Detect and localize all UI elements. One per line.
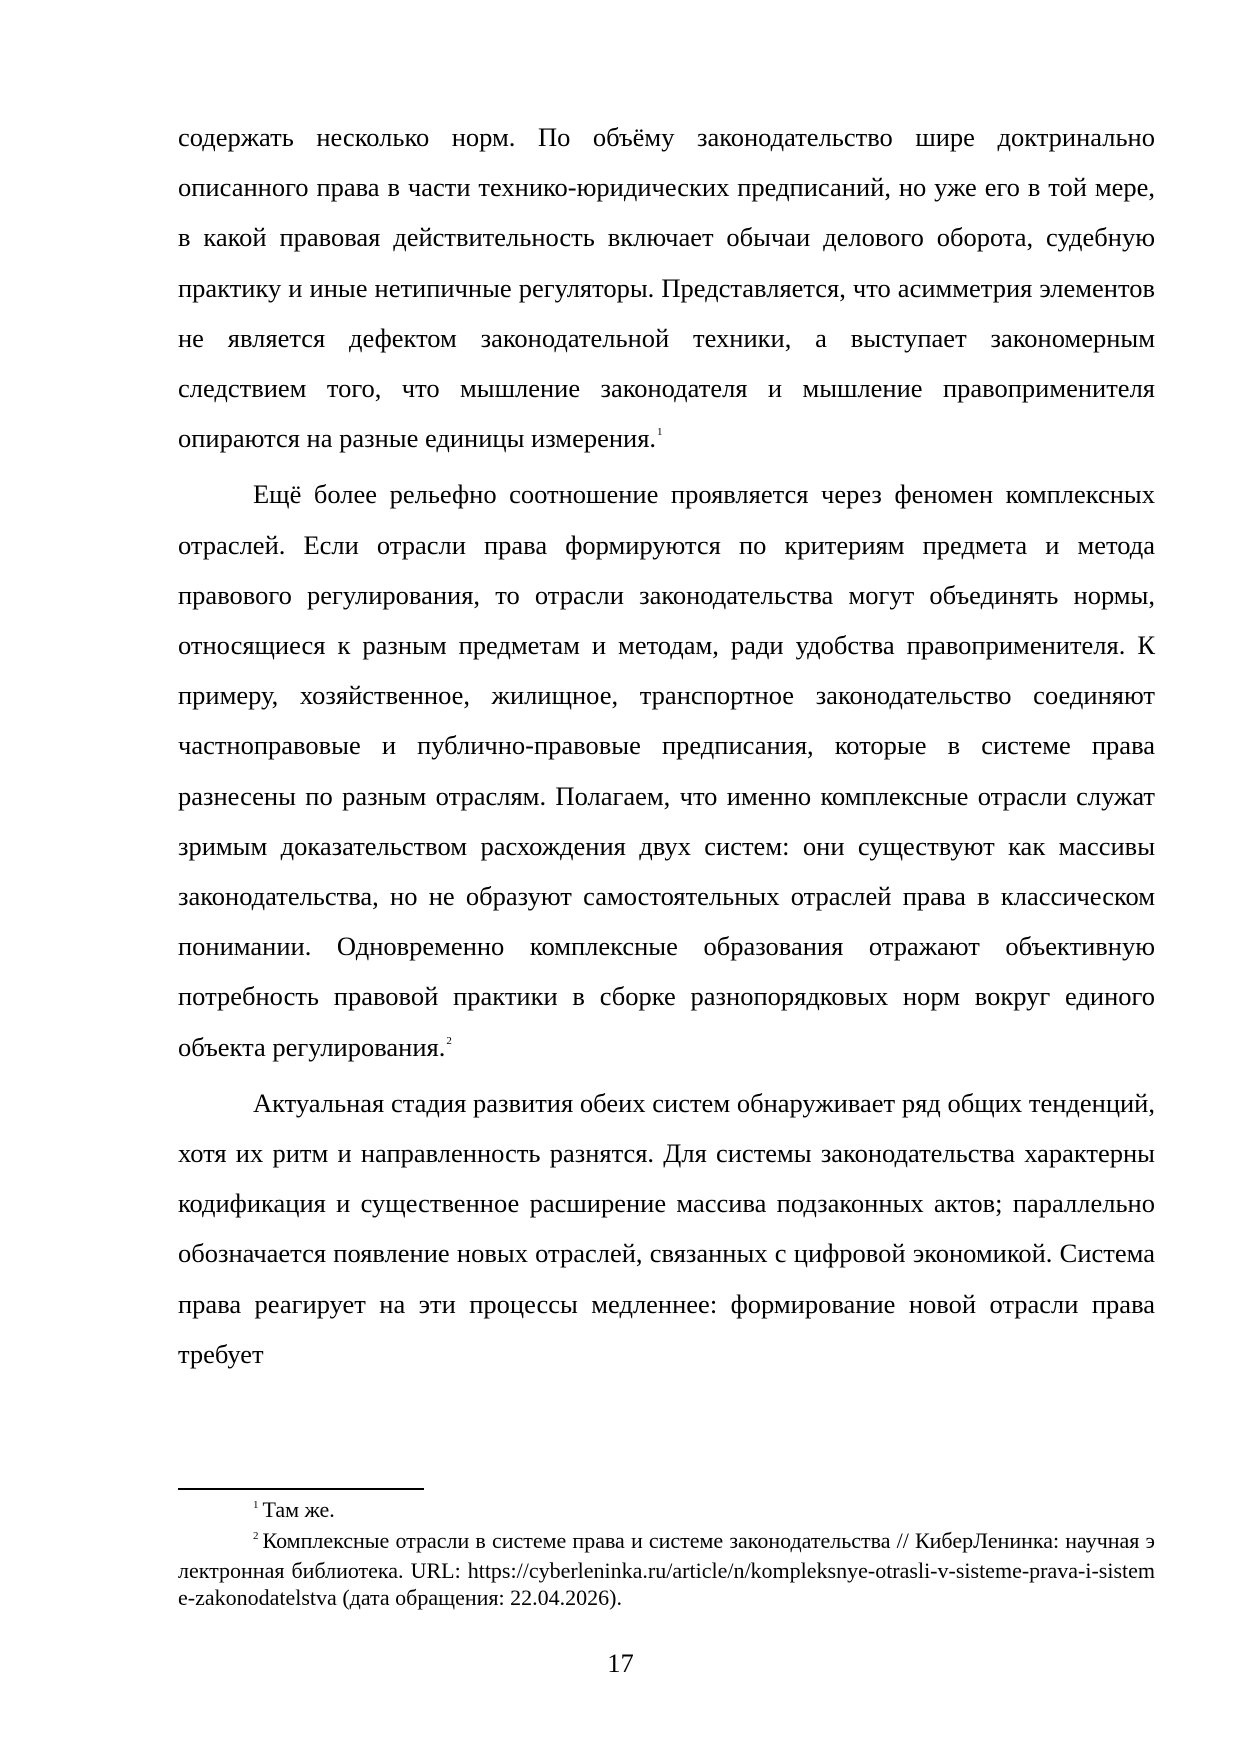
- footnote-separator: [178, 1488, 424, 1490]
- footnote-1: [178, 1497, 1155, 1528]
- footnote-ref-2[interactable]: 2: [446, 1034, 452, 1047]
- footnote-number: 2: [253, 1529, 259, 1542]
- footnote-2: [178, 1528, 1155, 1612]
- paragraph-text: Актуальная стадия развития обеих систем обнаруживает ряд общих тенденций, хотя их ритм и направленность разнятся. Для системы законодательства характерны кодификация и существенное расширение массива подзаконных актов; параллельно обозначается появление новых отраслей, связанных с цифровой экономикой. Система права реагирует на эти процессы медленнее: формирование новой отрасли права требует: [178, 1087, 1155, 1369]
- footnote-ref-1[interactable]: 1: [657, 426, 663, 439]
- page-number: 17: [607, 1648, 634, 1678]
- footnote-text: Там же.: [262, 1497, 335, 1522]
- body-paragraph-2: [178, 469, 1155, 1077]
- body-paragraph-3: [178, 1078, 1155, 1379]
- paragraph-text: содержать несколько норм. По объёму законодательство шире доктринально описанного права в части технико-юридических предписаний, но уже его в той мере, в какой правовая действительность включает обычаи делового оборота, судебную практику и иные нетипичные регуляторы. Представляется, что асимметрия элементов не является дефектом законодательной техники, а выступает закономерным следствием того, что мышление законодателя и мышление правоприменителя опираются на разные единицы измерения.: [178, 122, 1155, 454]
- footnotes: [178, 1497, 1155, 1611]
- paragraph-text: Ещё более рельефно соотношение проявляется через феномен комплексных отраслей. Если отрасли права формируются по критериям предмета и метода правового регулирования, то отрасли законодательства могут объединять нормы, относящиеся к разным предметам и методам, ради удобства правоприменителя. К примеру, хозяйственное, жилищное, транспортное законодательство соединяют частноправовые и публично-правовые предписания, которые в системе права разнесены по разным отраслям. Полагаем, что именно комплексные отрасли служат зримым доказательством расхождения двух систем: они существуют как массивы законодательства, но не образуют самостоятельных отраслей права в классическом понимании. Одновременно комплексные образования отражают объективную потребность правовой практики в сборке разнопорядковых норм вокруг единого объекта регулирования.: [178, 479, 1155, 1062]
- footnote-number: 1: [253, 1499, 259, 1511]
- body-paragraph-1: [178, 112, 1155, 469]
- footnote-text[interactable]: Комплексные отрасли в системе права и системе законодательства // КиберЛенинка: научная электронная библиотека. URL: https://cyberleninka.ru/article/n/kompleksnye-otrasli-v-sisteme-prava-i-sisteme-zakonodatelstva (дата обращения: 22.04.2026).: [178, 1527, 1155, 1610]
- page-body: [178, 112, 1155, 1379]
